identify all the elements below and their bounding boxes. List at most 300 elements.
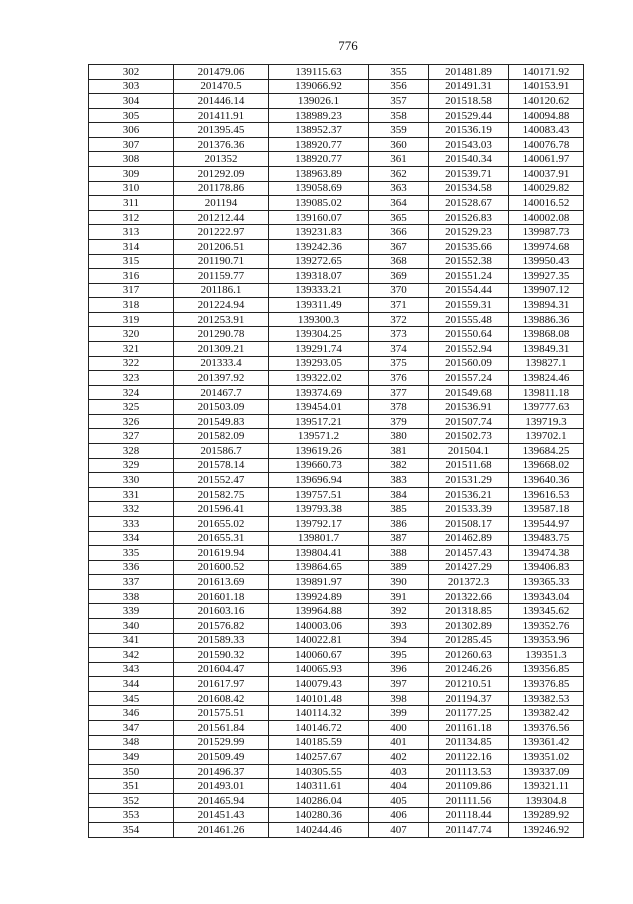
y-coordinate-cell: 139160.07 xyxy=(269,210,369,225)
y-coordinate-cell: 139811.18 xyxy=(509,385,584,400)
y-coordinate-cell: 139571.2 xyxy=(269,429,369,444)
point-number-cell: 307 xyxy=(89,137,174,152)
x-coordinate-cell: 201529.99 xyxy=(174,735,269,750)
point-number-cell: 405 xyxy=(369,793,429,808)
x-coordinate-cell: 201290.78 xyxy=(174,327,269,342)
y-coordinate-cell: 139660.73 xyxy=(269,458,369,473)
x-coordinate-cell: 201302.89 xyxy=(429,618,509,633)
point-number-cell: 383 xyxy=(369,473,429,488)
x-coordinate-cell: 201260.63 xyxy=(429,648,509,663)
x-coordinate-cell: 201600.52 xyxy=(174,560,269,575)
y-coordinate-cell: 139950.43 xyxy=(509,254,584,269)
y-coordinate-cell: 138920.77 xyxy=(269,137,369,152)
point-number-cell: 316 xyxy=(89,269,174,284)
point-number-cell: 362 xyxy=(369,167,429,182)
point-number-cell: 352 xyxy=(89,793,174,808)
y-coordinate-cell: 140120.62 xyxy=(509,94,584,109)
y-coordinate-cell: 139406.83 xyxy=(509,560,584,575)
y-coordinate-cell: 139924.89 xyxy=(269,589,369,604)
y-coordinate-cell: 140083.43 xyxy=(509,123,584,138)
point-number-cell: 349 xyxy=(89,750,174,765)
point-number-cell: 338 xyxy=(89,589,174,604)
table-row xyxy=(89,750,584,765)
table-row xyxy=(89,283,584,298)
point-number-cell: 302 xyxy=(89,65,174,80)
y-coordinate-cell: 139894.31 xyxy=(509,298,584,313)
table-row xyxy=(89,633,584,648)
table-row xyxy=(89,560,584,575)
x-coordinate-cell: 201575.51 xyxy=(174,706,269,721)
point-number-cell: 371 xyxy=(369,298,429,313)
x-coordinate-cell: 201518.58 xyxy=(429,94,509,109)
point-number-cell: 378 xyxy=(369,400,429,415)
page-number: 776 xyxy=(338,38,358,53)
y-coordinate-cell: 140114.32 xyxy=(269,706,369,721)
y-coordinate-cell: 139454.01 xyxy=(269,400,369,415)
x-coordinate-cell: 201533.39 xyxy=(429,502,509,517)
point-number-cell: 382 xyxy=(369,458,429,473)
x-coordinate-cell: 201560.09 xyxy=(429,356,509,371)
point-number-cell: 322 xyxy=(89,356,174,371)
table-row xyxy=(89,458,584,473)
x-coordinate-cell: 201465.94 xyxy=(174,793,269,808)
x-coordinate-cell: 201604.47 xyxy=(174,662,269,677)
x-coordinate-cell: 201222.97 xyxy=(174,225,269,240)
y-coordinate-cell: 139668.02 xyxy=(509,458,584,473)
x-coordinate-cell: 201194 xyxy=(174,196,269,211)
x-coordinate-cell: 201590.32 xyxy=(174,648,269,663)
y-coordinate-cell: 139272.65 xyxy=(269,254,369,269)
point-number-cell: 365 xyxy=(369,210,429,225)
y-coordinate-cell: 139311.49 xyxy=(269,298,369,313)
x-coordinate-cell: 201531.29 xyxy=(429,473,509,488)
y-coordinate-cell: 139616.53 xyxy=(509,487,584,502)
y-coordinate-cell: 139974.68 xyxy=(509,239,584,254)
y-coordinate-cell: 139483.75 xyxy=(509,531,584,546)
x-coordinate-cell: 201253.91 xyxy=(174,312,269,327)
point-number-cell: 326 xyxy=(89,414,174,429)
x-coordinate-cell: 201559.31 xyxy=(429,298,509,313)
y-coordinate-cell: 140305.55 xyxy=(269,764,369,779)
point-number-cell: 366 xyxy=(369,225,429,240)
y-coordinate-cell: 140079.43 xyxy=(269,677,369,692)
point-number-cell: 344 xyxy=(89,677,174,692)
table-row xyxy=(89,706,584,721)
table-row xyxy=(89,108,584,123)
table-row xyxy=(89,735,584,750)
point-number-cell: 328 xyxy=(89,444,174,459)
y-coordinate-cell: 139374.69 xyxy=(269,385,369,400)
point-number-cell: 377 xyxy=(369,385,429,400)
point-number-cell: 355 xyxy=(369,65,429,80)
point-number-cell: 356 xyxy=(369,79,429,94)
table-row xyxy=(89,808,584,823)
x-coordinate-cell: 201159.77 xyxy=(174,269,269,284)
y-coordinate-cell: 140185.59 xyxy=(269,735,369,750)
point-number-cell: 321 xyxy=(89,341,174,356)
y-coordinate-cell: 139849.31 xyxy=(509,341,584,356)
point-number-cell: 334 xyxy=(89,531,174,546)
y-coordinate-cell: 140153.91 xyxy=(509,79,584,94)
y-coordinate-cell: 140311.61 xyxy=(269,779,369,794)
x-coordinate-cell: 201536.91 xyxy=(429,400,509,415)
point-number-cell: 391 xyxy=(369,589,429,604)
point-number-cell: 364 xyxy=(369,196,429,211)
y-coordinate-cell: 140286.04 xyxy=(269,793,369,808)
x-coordinate-cell: 201134.85 xyxy=(429,735,509,750)
point-number-cell: 325 xyxy=(89,400,174,415)
point-number-cell: 358 xyxy=(369,108,429,123)
x-coordinate-cell: 201470.5 xyxy=(174,79,269,94)
table-row xyxy=(89,94,584,109)
table-row xyxy=(89,196,584,211)
y-coordinate-cell: 139337.09 xyxy=(509,764,584,779)
x-coordinate-cell: 201603.16 xyxy=(174,604,269,619)
x-coordinate-cell: 201122.16 xyxy=(429,750,509,765)
x-coordinate-cell: 201147.74 xyxy=(429,823,509,838)
x-coordinate-cell: 201586.7 xyxy=(174,444,269,459)
y-coordinate-cell: 139907.12 xyxy=(509,283,584,298)
y-coordinate-cell: 138920.77 xyxy=(269,152,369,167)
point-number-cell: 345 xyxy=(89,691,174,706)
y-coordinate-cell: 139293.05 xyxy=(269,356,369,371)
table-row xyxy=(89,137,584,152)
table-row xyxy=(89,429,584,444)
point-number-cell: 305 xyxy=(89,108,174,123)
table-row xyxy=(89,764,584,779)
y-coordinate-cell: 139353.96 xyxy=(509,633,584,648)
y-coordinate-cell: 139231.83 xyxy=(269,225,369,240)
y-coordinate-cell: 139115.63 xyxy=(269,65,369,80)
table-row xyxy=(89,167,584,182)
point-number-cell: 395 xyxy=(369,648,429,663)
point-number-cell: 333 xyxy=(89,516,174,531)
y-coordinate-cell: 139696.94 xyxy=(269,473,369,488)
x-coordinate-cell: 201318.85 xyxy=(429,604,509,619)
table-row xyxy=(89,152,584,167)
point-number-cell: 386 xyxy=(369,516,429,531)
point-number-cell: 313 xyxy=(89,225,174,240)
point-number-cell: 380 xyxy=(369,429,429,444)
point-number-cell: 336 xyxy=(89,560,174,575)
table-row xyxy=(89,823,584,838)
x-coordinate-cell: 201285.45 xyxy=(429,633,509,648)
y-coordinate-cell: 139792.17 xyxy=(269,516,369,531)
x-coordinate-cell: 201613.69 xyxy=(174,575,269,590)
y-coordinate-cell: 139343.04 xyxy=(509,589,584,604)
x-coordinate-cell: 201536.21 xyxy=(429,487,509,502)
y-coordinate-cell: 139757.51 xyxy=(269,487,369,502)
x-coordinate-cell: 201536.19 xyxy=(429,123,509,138)
table-row xyxy=(89,721,584,736)
x-coordinate-cell: 201161.18 xyxy=(429,721,509,736)
point-number-cell: 384 xyxy=(369,487,429,502)
y-coordinate-cell: 138952.37 xyxy=(269,123,369,138)
y-coordinate-cell: 139352.76 xyxy=(509,618,584,633)
table-row xyxy=(89,677,584,692)
x-coordinate-cell: 201504.1 xyxy=(429,444,509,459)
x-coordinate-cell: 201557.24 xyxy=(429,371,509,386)
point-number-cell: 387 xyxy=(369,531,429,546)
point-number-cell: 329 xyxy=(89,458,174,473)
x-coordinate-cell: 201550.64 xyxy=(429,327,509,342)
x-coordinate-cell: 201177.25 xyxy=(429,706,509,721)
point-number-cell: 308 xyxy=(89,152,174,167)
y-coordinate-cell: 139058.69 xyxy=(269,181,369,196)
x-coordinate-cell: 201552.47 xyxy=(174,473,269,488)
x-coordinate-cell: 201212.44 xyxy=(174,210,269,225)
point-number-cell: 319 xyxy=(89,312,174,327)
y-coordinate-cell: 139361.42 xyxy=(509,735,584,750)
y-coordinate-cell: 140171.92 xyxy=(509,65,584,80)
table-row xyxy=(89,400,584,415)
point-number-cell: 398 xyxy=(369,691,429,706)
point-number-cell: 324 xyxy=(89,385,174,400)
point-number-cell: 369 xyxy=(369,269,429,284)
table-row xyxy=(89,327,584,342)
table-row xyxy=(89,414,584,429)
point-number-cell: 376 xyxy=(369,371,429,386)
y-coordinate-cell: 139318.07 xyxy=(269,269,369,284)
table-row xyxy=(89,225,584,240)
x-coordinate-cell: 201246.26 xyxy=(429,662,509,677)
y-coordinate-cell: 140029.82 xyxy=(509,181,584,196)
x-coordinate-cell: 201111.56 xyxy=(429,793,509,808)
table-row xyxy=(89,793,584,808)
table-row xyxy=(89,298,584,313)
x-coordinate-cell: 201395.45 xyxy=(174,123,269,138)
y-coordinate-cell: 139964.88 xyxy=(269,604,369,619)
y-coordinate-cell: 140094.88 xyxy=(509,108,584,123)
y-coordinate-cell: 139587.18 xyxy=(509,502,584,517)
x-coordinate-cell: 201397.92 xyxy=(174,371,269,386)
table-row xyxy=(89,210,584,225)
y-coordinate-cell: 139544.97 xyxy=(509,516,584,531)
point-number-cell: 397 xyxy=(369,677,429,692)
table-row xyxy=(89,618,584,633)
point-number-cell: 396 xyxy=(369,662,429,677)
point-number-cell: 357 xyxy=(369,94,429,109)
table-row xyxy=(89,516,584,531)
y-coordinate-cell: 139382.53 xyxy=(509,691,584,706)
x-coordinate-cell: 201322.66 xyxy=(429,589,509,604)
point-number-cell: 315 xyxy=(89,254,174,269)
table-row xyxy=(89,444,584,459)
point-number-cell: 304 xyxy=(89,94,174,109)
point-number-cell: 385 xyxy=(369,502,429,517)
y-coordinate-cell: 140076.78 xyxy=(509,137,584,152)
x-coordinate-cell: 201502.73 xyxy=(429,429,509,444)
y-coordinate-cell: 139684.25 xyxy=(509,444,584,459)
point-number-cell: 330 xyxy=(89,473,174,488)
point-number-cell: 374 xyxy=(369,341,429,356)
x-coordinate-cell: 201178.86 xyxy=(174,181,269,196)
x-coordinate-cell: 201467.7 xyxy=(174,385,269,400)
x-coordinate-cell: 201549.83 xyxy=(174,414,269,429)
y-coordinate-cell: 139804.41 xyxy=(269,546,369,561)
point-number-cell: 389 xyxy=(369,560,429,575)
x-coordinate-cell: 201511.68 xyxy=(429,458,509,473)
x-coordinate-cell: 201451.43 xyxy=(174,808,269,823)
x-coordinate-cell: 201479.06 xyxy=(174,65,269,80)
table-row xyxy=(89,546,584,561)
point-number-cell: 306 xyxy=(89,123,174,138)
y-coordinate-cell: 139242.36 xyxy=(269,239,369,254)
x-coordinate-cell: 201608.42 xyxy=(174,691,269,706)
table-row xyxy=(89,662,584,677)
table-row xyxy=(89,356,584,371)
table-row xyxy=(89,312,584,327)
point-number-cell: 309 xyxy=(89,167,174,182)
y-coordinate-cell: 139246.92 xyxy=(509,823,584,838)
point-number-cell: 335 xyxy=(89,546,174,561)
x-coordinate-cell: 201507.74 xyxy=(429,414,509,429)
y-coordinate-cell: 139085.02 xyxy=(269,196,369,211)
table-row xyxy=(89,385,584,400)
x-coordinate-cell: 201561.84 xyxy=(174,721,269,736)
point-number-cell: 393 xyxy=(369,618,429,633)
point-number-cell: 337 xyxy=(89,575,174,590)
y-coordinate-cell: 138989.23 xyxy=(269,108,369,123)
table-row xyxy=(89,502,584,517)
table-row xyxy=(89,254,584,269)
x-coordinate-cell: 201372.3 xyxy=(429,575,509,590)
point-number-cell: 381 xyxy=(369,444,429,459)
y-coordinate-cell: 139365.33 xyxy=(509,575,584,590)
x-coordinate-cell: 201617.97 xyxy=(174,677,269,692)
point-number-cell: 368 xyxy=(369,254,429,269)
x-coordinate-cell: 201194.37 xyxy=(429,691,509,706)
x-coordinate-cell: 201503.09 xyxy=(174,400,269,415)
x-coordinate-cell: 201508.17 xyxy=(429,516,509,531)
table-row xyxy=(89,648,584,663)
x-coordinate-cell: 201576.82 xyxy=(174,618,269,633)
x-coordinate-cell: 201655.02 xyxy=(174,516,269,531)
point-number-cell: 392 xyxy=(369,604,429,619)
x-coordinate-cell: 201655.31 xyxy=(174,531,269,546)
point-number-cell: 404 xyxy=(369,779,429,794)
y-coordinate-cell: 140257.67 xyxy=(269,750,369,765)
table-row xyxy=(89,181,584,196)
point-number-cell: 373 xyxy=(369,327,429,342)
y-coordinate-cell: 140146.72 xyxy=(269,721,369,736)
x-coordinate-cell: 201376.36 xyxy=(174,137,269,152)
point-number-cell: 402 xyxy=(369,750,429,765)
x-coordinate-cell: 201526.83 xyxy=(429,210,509,225)
x-coordinate-cell: 201555.48 xyxy=(429,312,509,327)
x-coordinate-cell: 201534.58 xyxy=(429,181,509,196)
y-coordinate-cell: 139517.21 xyxy=(269,414,369,429)
y-coordinate-cell: 139619.26 xyxy=(269,444,369,459)
y-coordinate-cell: 139351.3 xyxy=(509,648,584,663)
point-number-cell: 347 xyxy=(89,721,174,736)
point-number-cell: 353 xyxy=(89,808,174,823)
y-coordinate-cell: 140016.52 xyxy=(509,196,584,211)
table-row xyxy=(89,79,584,94)
point-number-cell: 343 xyxy=(89,662,174,677)
y-coordinate-cell: 139322.02 xyxy=(269,371,369,386)
point-number-cell: 372 xyxy=(369,312,429,327)
y-coordinate-cell: 140280.36 xyxy=(269,808,369,823)
point-number-cell: 350 xyxy=(89,764,174,779)
table-row xyxy=(89,779,584,794)
y-coordinate-cell: 139886.36 xyxy=(509,312,584,327)
x-coordinate-cell: 201582.75 xyxy=(174,487,269,502)
x-coordinate-cell: 201528.67 xyxy=(429,196,509,211)
y-coordinate-cell: 138963.89 xyxy=(269,167,369,182)
y-coordinate-cell: 139066.92 xyxy=(269,79,369,94)
y-coordinate-cell: 139321.11 xyxy=(509,779,584,794)
y-coordinate-cell: 140002.08 xyxy=(509,210,584,225)
point-number-cell: 317 xyxy=(89,283,174,298)
point-number-cell: 360 xyxy=(369,137,429,152)
point-number-cell: 332 xyxy=(89,502,174,517)
y-coordinate-cell: 139987.73 xyxy=(509,225,584,240)
x-coordinate-cell: 201118.44 xyxy=(429,808,509,823)
y-coordinate-cell: 140065.93 xyxy=(269,662,369,677)
table-row xyxy=(89,487,584,502)
point-number-cell: 399 xyxy=(369,706,429,721)
x-coordinate-cell: 201543.03 xyxy=(429,137,509,152)
x-coordinate-cell: 201457.43 xyxy=(429,546,509,561)
table-row xyxy=(89,269,584,284)
x-coordinate-cell: 201190.71 xyxy=(174,254,269,269)
x-coordinate-cell: 201224.94 xyxy=(174,298,269,313)
y-coordinate-cell: 139719.3 xyxy=(509,414,584,429)
x-coordinate-cell: 201578.14 xyxy=(174,458,269,473)
x-coordinate-cell: 201411.91 xyxy=(174,108,269,123)
x-coordinate-cell: 201186.1 xyxy=(174,283,269,298)
point-number-cell: 394 xyxy=(369,633,429,648)
x-coordinate-cell: 201552.38 xyxy=(429,254,509,269)
point-number-cell: 323 xyxy=(89,371,174,386)
y-coordinate-cell: 139304.8 xyxy=(509,793,584,808)
point-number-cell: 314 xyxy=(89,239,174,254)
x-coordinate-cell: 201481.89 xyxy=(429,65,509,80)
y-coordinate-cell: 139026.1 xyxy=(269,94,369,109)
y-coordinate-cell: 139333.21 xyxy=(269,283,369,298)
x-coordinate-cell: 201619.94 xyxy=(174,546,269,561)
point-number-cell: 341 xyxy=(89,633,174,648)
x-coordinate-cell: 201596.41 xyxy=(174,502,269,517)
table-row xyxy=(89,531,584,546)
x-coordinate-cell: 201552.94 xyxy=(429,341,509,356)
y-coordinate-cell: 139927.35 xyxy=(509,269,584,284)
point-number-cell: 367 xyxy=(369,239,429,254)
x-coordinate-cell: 201113.53 xyxy=(429,764,509,779)
y-coordinate-cell: 139793.38 xyxy=(269,502,369,517)
x-coordinate-cell: 201589.33 xyxy=(174,633,269,648)
point-number-cell: 390 xyxy=(369,575,429,590)
point-number-cell: 351 xyxy=(89,779,174,794)
x-coordinate-cell: 201292.09 xyxy=(174,167,269,182)
point-number-cell: 361 xyxy=(369,152,429,167)
point-number-cell: 400 xyxy=(369,721,429,736)
point-number-cell: 375 xyxy=(369,356,429,371)
table-row xyxy=(89,473,584,488)
table-row xyxy=(89,341,584,356)
y-coordinate-cell: 139891.97 xyxy=(269,575,369,590)
x-coordinate-cell: 201509.49 xyxy=(174,750,269,765)
point-number-cell: 348 xyxy=(89,735,174,750)
point-number-cell: 342 xyxy=(89,648,174,663)
x-coordinate-cell: 201109.86 xyxy=(429,779,509,794)
point-number-cell: 320 xyxy=(89,327,174,342)
x-coordinate-cell: 201529.23 xyxy=(429,225,509,240)
x-coordinate-cell: 201206.51 xyxy=(174,239,269,254)
y-coordinate-cell: 139300.3 xyxy=(269,312,369,327)
y-coordinate-cell: 139474.38 xyxy=(509,546,584,561)
